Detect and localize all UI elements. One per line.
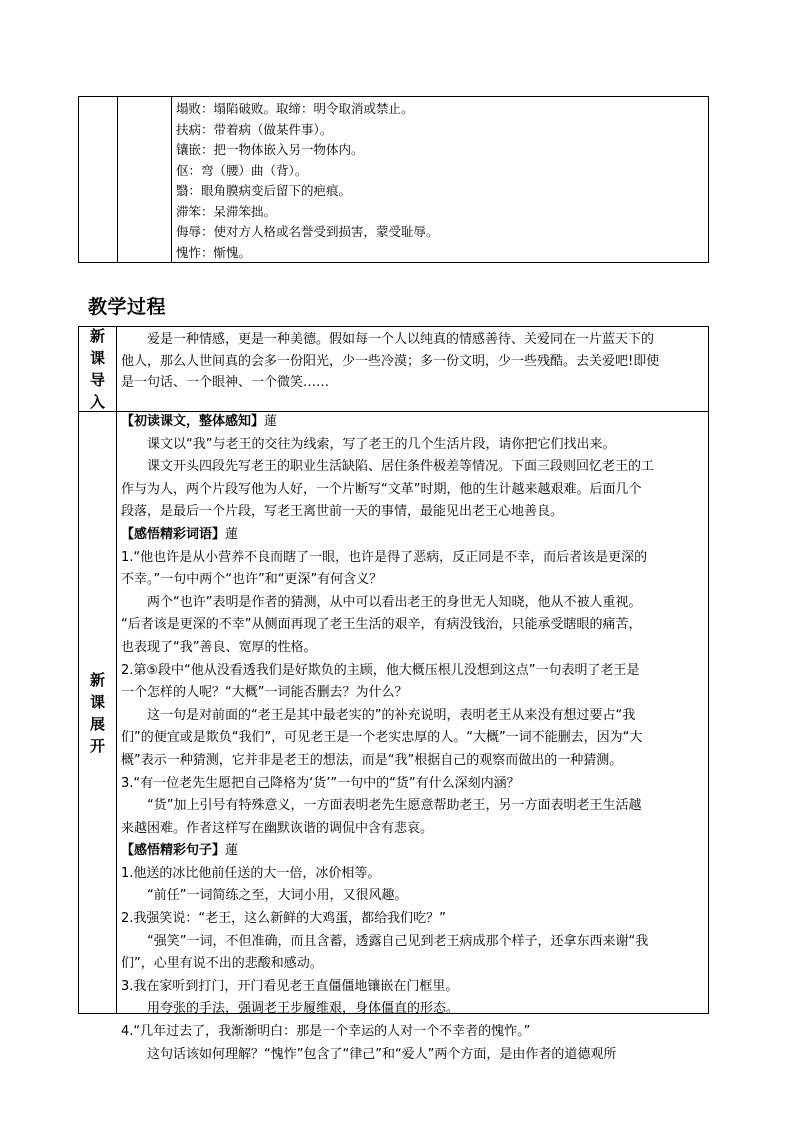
- vocab-line: 侮辱：使对方人格或名誉受到损害，蒙受耻辱。: [176, 224, 439, 239]
- body-line: “强笑”一词，不但准确，而且含蓄，透露自己见到老王病成那个样子，还拿东西来谢“我: [147, 933, 649, 949]
- intro-label-char: 课: [89, 349, 105, 367]
- intro-label-cell: [79, 327, 117, 411]
- section-heading: [121, 524, 702, 547]
- vocab-line: 滞笨：呆滞笨拙。: [176, 203, 277, 219]
- intro-line: 爱是一种情感，更是一种美德。假如每一个人以纯真的情感善待、关爱同在一片蓝天下的: [147, 332, 655, 347]
- body-line: 作与为人，两个片段写他为人好，一个片断写“文革”时期，他的生计越来越艰难。后面几个: [121, 481, 642, 497]
- body-line: 3.我在家听到打门，开门看见老王直僵僵地镶嵌在门框里。: [121, 978, 459, 994]
- body-line: 1.“他也许是从小营养不良而瞎了一眼，也许是得了恶病，反正同是不幸，而后者该是更深的: [121, 549, 648, 565]
- body-line: 们”，心里有说不出的悲酸和感动。: [121, 956, 323, 972]
- vocabulary-empty-cell-1: [79, 97, 118, 262]
- development-label-char: 开: [89, 736, 105, 755]
- development-label-cell: [79, 412, 117, 1013]
- vocab-line: 扶病：带着病（做某件事）。: [176, 121, 333, 137]
- section-heading-text: 【感悟精彩词语】: [121, 526, 226, 542]
- intro-label-char: 入: [89, 393, 105, 411]
- vocabulary-empty-cell-2: [118, 97, 172, 262]
- body-line: 概”表示一种猜测，它并非是老王的想法，而是“我”根据自己的观察而做出的一种猜测。: [121, 752, 623, 768]
- intro-line: 是一句话、一个眼神、一个微笑……: [121, 375, 330, 390]
- body-line: “后者该是更深的不幸”从侧面再现了老王生活的艰辛，有病没钱治，只能承受瞎眼的痛苦，: [121, 617, 642, 633]
- body-line: 不幸。”一句中两个“也许”和“更深”有何含义？: [121, 572, 383, 588]
- body-line: “前任”一词简练之至，大词小用，又很风趣。: [147, 888, 408, 904]
- body-line: 们”的便宜或是欺负“我们”，可见老王是一个老实忠厚的人。“大概”一词不能删去，因为“大: [121, 730, 643, 746]
- body-line: 2.第⑤段中“他从没看透我们是好欺负的主顾，他大概压根儿没想到这点”一句表明了老王是: [121, 662, 640, 678]
- intro-line: 他人，那么人世间真的会多一份阳光，少一些冷漠；多一份文明，少一些残酷。去关爱吧!即使: [121, 353, 660, 369]
- vocabulary-content-cell: [176, 99, 704, 263]
- development-label-char: 展: [89, 714, 105, 733]
- body-line: 2.我强笑说：“老王，这么新鲜的大鸡蛋，都给我们吃？”: [121, 911, 446, 927]
- body-line: 这一句是对前面的“老王是其中最老实的”的补充说明，表明老王从来没有想过要占“我: [147, 707, 636, 723]
- intro-label-char: 导: [89, 371, 105, 389]
- body-line: 1.他送的冰比他前任送的大一倍，冰价相等。: [121, 865, 381, 881]
- vocab-line: 伛：弯（腰）曲（背）。: [176, 162, 308, 178]
- body-line: 4.“几年过去了，我渐渐明白：那是一个幸运的人对一个不幸者的愧怍。”: [121, 1024, 531, 1040]
- body-line: 段落，是最后一个片段，写老王离世前一天的事情，最能见出老王心地善良。: [121, 504, 564, 520]
- vocab-line: 翳：眼角膜病变后留下的疤痕。: [176, 183, 352, 198]
- body-line: “货”加上引号有特殊意义，一方面表明老先生愿意帮助老王，另一方面表明老王生活越: [147, 798, 642, 814]
- heading-mark: 蓮: [225, 526, 239, 542]
- body-line: 用夸张的手法，强调老王步履维艰，身体僵直的形态。: [147, 1001, 460, 1017]
- body-line: 两个“也许”表明是作者的猜测，从中可以看出老王的身世无人知晓，他从不被人重视。: [147, 594, 642, 610]
- body-line: 课文开头四段先写老王的职业生活缺陷、居住条件极差等情况。下面三段则回忆老王的工: [147, 459, 655, 475]
- section-heading: [121, 411, 702, 434]
- intro-content-cell: [121, 329, 702, 394]
- development-content-cell: [121, 411, 702, 1066]
- body-line: 3.“有一位老先生愿把自己降格为‘货’”一句中的“货”有什么深刻内涵？: [121, 775, 520, 791]
- teaching-process-table: [78, 326, 709, 1062]
- section-title: 教学过程: [88, 296, 167, 318]
- body-line: 这句话该如何理解？“愧怍”包含了“律己”和“爱人”两个方面，是由作者的道德观所: [147, 1046, 617, 1062]
- section-heading: [121, 840, 702, 863]
- intro-label-char: 新: [89, 327, 105, 345]
- heading-mark: 蓮: [264, 414, 278, 429]
- section-heading-text: 【感悟精彩句子】: [121, 843, 226, 859]
- vocabulary-table: [78, 96, 709, 263]
- intro-row: [79, 327, 708, 412]
- development-row: [79, 412, 708, 1062]
- heading-mark: 蓮: [225, 843, 239, 859]
- body-line: 课文以“我”与老王的交往为线索，写了老王的几个生活片段，请你把它们找出来。: [147, 436, 616, 452]
- section-heading-text: 【初读课文，整体感知】: [121, 414, 265, 429]
- vocab-line: 塌败：塌陷破败。取缔：明令取消或禁止。: [176, 101, 414, 116]
- body-line: 来越困难。作者这样写在幽默诙谐的调侃中含有悲哀。: [121, 820, 434, 836]
- vocab-line: 镶嵌：把一物体嵌入另一物体内。: [176, 142, 364, 157]
- development-label-char: 课: [89, 692, 105, 711]
- vocab-line: 愧怍：惭愧。: [176, 244, 252, 260]
- development-label-char: 新: [89, 670, 105, 689]
- body-line: 也表现了“我”善良、宽厚的性格。: [121, 639, 317, 655]
- body-line: 一个怎样的人呢？“大概”一词能否删去？为什么？: [121, 685, 408, 701]
